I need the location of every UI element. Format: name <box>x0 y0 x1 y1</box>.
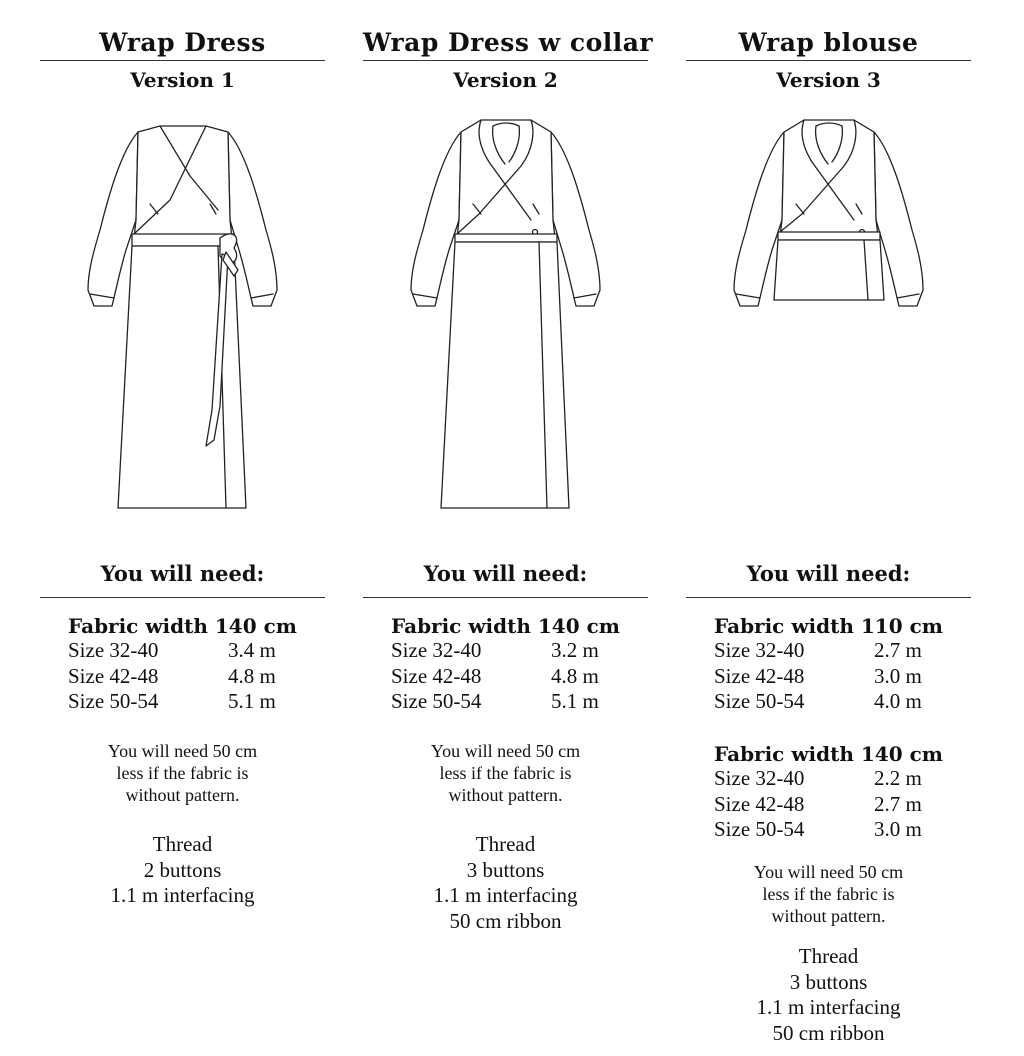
size-label: Size 32-40 <box>391 638 482 662</box>
fabric-width-label: Fabric width 140 cm <box>714 742 943 766</box>
size-label: Size 32-40 <box>714 638 805 662</box>
size-row <box>714 689 964 715</box>
fabric-width-label: Fabric width 140 cm <box>68 614 297 638</box>
fabric-amount: 4.8 m <box>551 663 599 688</box>
size-row <box>391 689 641 715</box>
fabric-width-label: Fabric width 140 cm <box>391 614 620 638</box>
size-row <box>391 638 641 664</box>
size-row <box>714 664 964 690</box>
supply-item: 2 buttons <box>143 857 222 882</box>
supplies-list <box>40 832 325 909</box>
note-line: without pattern. <box>125 785 240 805</box>
version-2-title: Wrap Dress w collar <box>363 28 654 57</box>
version-1-label: Version 1 <box>130 68 235 92</box>
supply-item: 3 buttons <box>789 969 868 994</box>
pattern-note <box>686 861 971 927</box>
size-row <box>391 664 641 690</box>
fabric-width-label: Fabric width 110 cm <box>714 614 943 638</box>
size-row <box>714 817 964 843</box>
you-will-need-heading: You will need: <box>746 561 911 586</box>
note-line: You will need 50 cm <box>753 862 904 882</box>
size-row <box>68 689 318 715</box>
size-label: Size 50-54 <box>68 689 159 713</box>
fabric-amount: 4.8 m <box>228 663 276 688</box>
size-label: Size 42-48 <box>68 663 159 688</box>
fabric-amount: 3.0 m <box>874 663 922 688</box>
supply-item: 1.1 m interfacing <box>433 883 578 907</box>
note-line: less if the fabric is <box>439 763 572 783</box>
fabric-amount: 3.4 m <box>228 638 276 662</box>
need-divider <box>686 597 971 598</box>
pattern-note <box>363 740 648 806</box>
note-line: less if the fabric is <box>116 763 249 783</box>
need-divider <box>40 597 325 598</box>
you-will-need-heading: You will need: <box>100 561 265 586</box>
title-divider <box>363 60 648 61</box>
note-line: without pattern. <box>448 785 563 805</box>
size-label: Size 50-54 <box>391 689 482 713</box>
size-row <box>68 638 318 664</box>
fabric-table <box>68 614 318 715</box>
size-label: Size 50-54 <box>714 689 805 713</box>
size-label: Size 50-54 <box>714 817 805 841</box>
wrap-blouse-illustration <box>716 110 941 520</box>
version-1-title: Wrap Dress <box>99 28 266 57</box>
fabric-table <box>391 614 641 715</box>
fabric-amount: 2.2 m <box>874 766 922 790</box>
size-row <box>714 638 964 664</box>
note-line: without pattern. <box>771 906 886 926</box>
supply-item: Thread <box>152 832 213 856</box>
size-label: Size 42-48 <box>391 663 482 688</box>
fabric-amount: 5.1 m <box>551 689 599 713</box>
size-row <box>714 792 964 818</box>
note-line: You will need 50 cm <box>107 741 258 761</box>
wrap-dress-illustration <box>70 110 295 520</box>
supply-item: 50 cm ribbon <box>449 908 562 933</box>
size-label: Size 32-40 <box>714 766 805 790</box>
size-label: Size 32-40 <box>68 638 159 662</box>
wrap-dress-collar-illustration <box>393 110 618 520</box>
title-divider <box>40 60 325 61</box>
note-line: less if the fabric is <box>762 884 895 904</box>
fabric-table-110 <box>714 614 964 715</box>
version-3-label: Version 3 <box>776 68 881 92</box>
title-divider <box>686 60 971 61</box>
supply-item: 1.1 m interfacing <box>110 883 255 907</box>
supplies-list <box>686 944 971 1046</box>
supply-item: Thread <box>475 832 536 856</box>
fabric-amount: 3.0 m <box>874 817 922 841</box>
size-row <box>714 766 964 792</box>
size-row <box>68 664 318 690</box>
fabric-amount: 3.2 m <box>551 638 599 662</box>
need-divider <box>363 597 648 598</box>
supply-item: 1.1 m interfacing <box>756 995 901 1019</box>
fabric-amount: 5.1 m <box>228 689 276 713</box>
size-label: Size 42-48 <box>714 663 805 688</box>
supply-item: 50 cm ribbon <box>772 1020 885 1045</box>
you-will-need-heading: You will need: <box>423 561 588 586</box>
fabric-amount: 4.0 m <box>874 689 922 713</box>
size-label: Size 42-48 <box>714 791 805 816</box>
version-2-label: Version 2 <box>453 68 558 92</box>
fabric-table-140 <box>714 742 964 843</box>
supply-item: 3 buttons <box>466 857 545 882</box>
version-3-title: Wrap blouse <box>738 28 919 57</box>
fabric-amount: 2.7 m <box>874 638 922 662</box>
supply-item: Thread <box>798 944 859 968</box>
pattern-note <box>40 740 325 806</box>
note-line: You will need 50 cm <box>430 741 581 761</box>
fabric-amount: 2.7 m <box>874 791 922 816</box>
supplies-list <box>363 832 648 934</box>
